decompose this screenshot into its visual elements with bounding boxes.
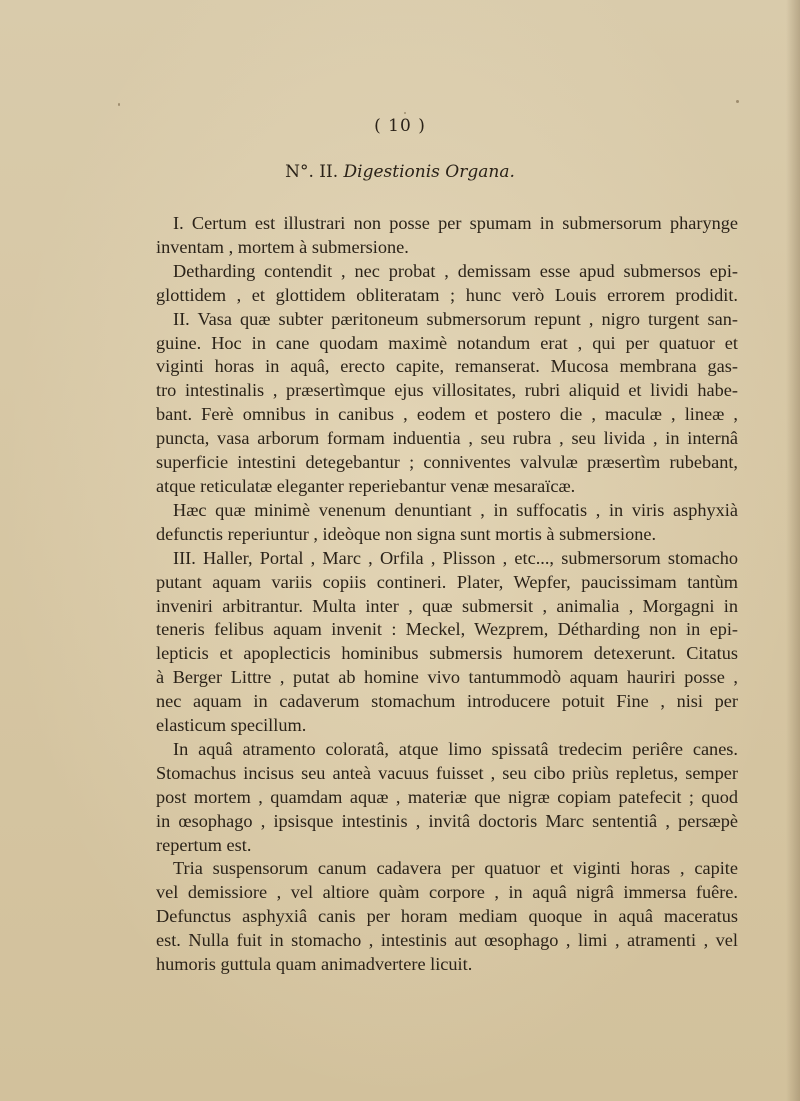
text-line: Defunctus asphyxiâ canis per horam mediam quoque in aquâ maceratus: [156, 906, 738, 927]
text-line: repertum est.: [156, 834, 252, 855]
section-heading: [0, 162, 800, 182]
text-line: Stomachus incisus seu anteà vacuus fuisset , seu cibo priùs repletus, semper: [156, 762, 738, 783]
text-line: tro intestinalis , præsertìmque ejus villositates, rubri aliquid et lividi habe-: [156, 380, 738, 401]
text-line: II. Vasa quæ subter pæritoneum submersorum repunt , nigro turgent san-: [173, 308, 738, 329]
text-line: Detharding contendit , nec probat , demissam esse apud submersos epi-: [173, 260, 738, 281]
paper-spot: [118, 103, 120, 106]
text-line: III. Haller, Portal , Marc , Orfila , Plisson , etc..., submersorum stomacho: [173, 547, 738, 568]
text-line: teneris felibus aquam invenit : Meckel, Wezprem, Détharding non in epi-: [156, 619, 738, 640]
text-line: guine. Hoc in cane quodam maximè notandum erat , qui per quatuor et: [156, 332, 738, 353]
text-line: superficie intestini detegebantur ; conniventes valvulæ præsertìm rubebant,: [156, 452, 738, 473]
paper-spot: [404, 112, 406, 114]
page-number: ( 10 ): [374, 116, 426, 136]
text-line: est. Nulla fuit in stomacho , intestinis aut œsophago , limi , atramenti , vel: [156, 930, 738, 951]
text-line: I. Certum est illustrari non posse per spumam in submersorum pharynge: [173, 213, 738, 233]
text-line: putant aquam variis copiis contineri. Plater, Wepfer, paucissimam tantùm: [156, 571, 738, 592]
text-line: viginti horas in aquâ, erecto capite, remanserat. Mucosa membrana gas-: [156, 356, 738, 377]
paper-spot: [736, 100, 739, 103]
text-line: post mortem , quamdam aquæ , materiæ que nigræ copiam patefecit ; quod: [156, 786, 738, 807]
text-line: vel demissiore , vel altiore quàm corpore , in aquâ nigrâ immersa fuêre.: [156, 882, 738, 903]
text-line: Hæc quæ minimè venenum denuntiant , in suffocatis , in viris asphyxià: [173, 499, 738, 520]
body-text: [156, 212, 738, 977]
text-line: nec aquam in cadaverum stomachum introducere potuit Fine , nisi per: [156, 691, 738, 712]
text-line: à Berger Littre , putat ab homine vivo tantummodò aquam hauriri posse ,: [156, 667, 738, 688]
text-line: lepticis et apoplecticis hominibus submersis humorem detexerunt. Citatus: [156, 643, 738, 664]
text-line: Tria suspensorum canum cadavera per quatuor et viginti horas , capite: [173, 858, 738, 879]
text-line: inveniri arbitrantur. Multa inter , quæ submersit , animalia , Morgagni in: [156, 595, 738, 616]
text-line: defunctis reperiuntur , ideòque non signa sunt mortis à submersione.: [156, 523, 657, 544]
text-line: atque reticulatæ eleganter reperiebantur venæ mesaraïcæ.: [156, 475, 576, 496]
text-line: in œsophago , ipsisque intestinis , invitâ doctoris Marc sententiâ , persæpè: [156, 810, 738, 831]
section-title: Digestionis Organa.: [343, 162, 515, 182]
section-number: N°. II.: [285, 162, 339, 182]
text-line: In aquâ atramento coloratâ, atque limo spissatâ tredecim periêre canes.: [173, 738, 738, 759]
text-line: inventam , mortem à submersione.: [156, 236, 409, 257]
text-line: humoris guttula quam animadvertere licuit.: [156, 954, 473, 975]
text-line: bant. Ferè omnibus in canibus , eodem et postero die , maculæ , lineæ ,: [156, 404, 738, 425]
text-line: puncta, vasa arborum formam induentia , seu rubra , seu livida , in internâ: [156, 428, 738, 449]
text-line: elasticum specillum.: [156, 715, 307, 736]
text-line: glottidem , et glottidem obliteratam ; hunc verò Louis errorem prodidit.: [156, 284, 738, 305]
